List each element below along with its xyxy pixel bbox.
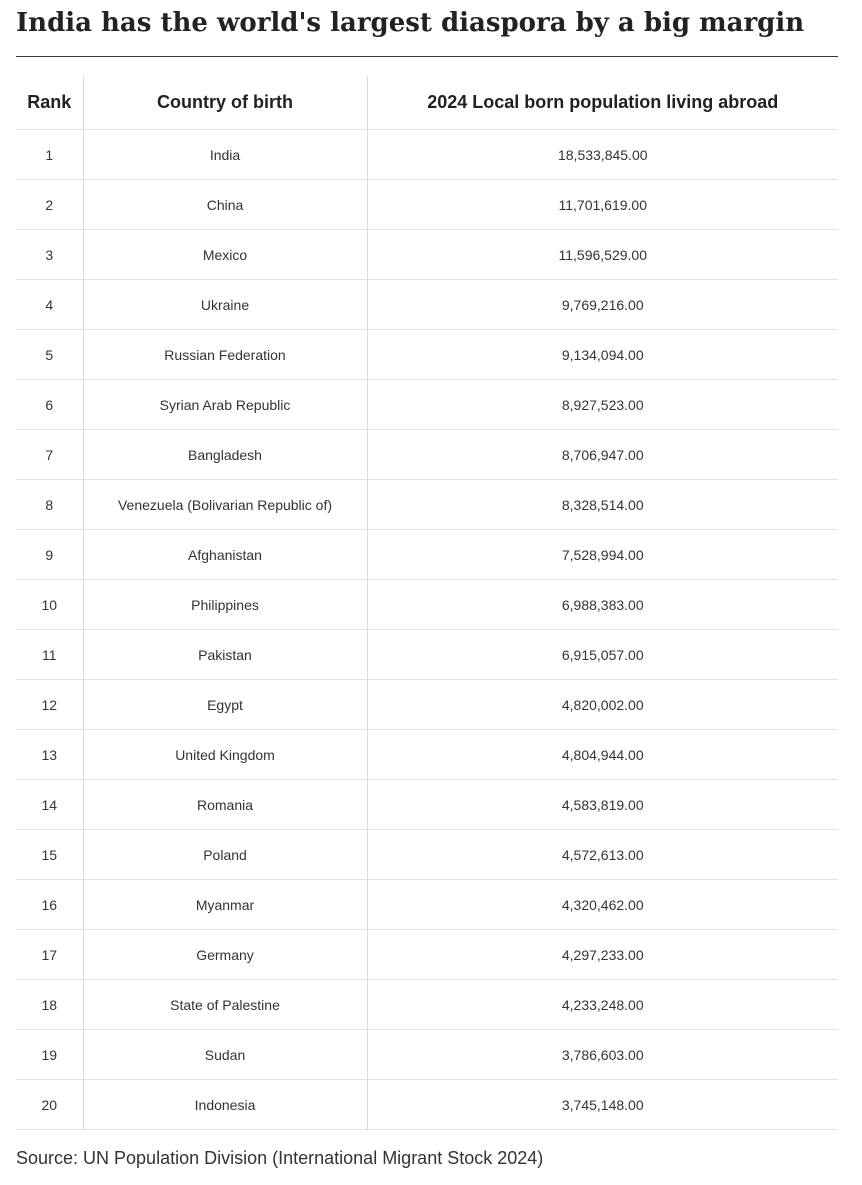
table-row [16,630,838,680]
population-cell: 6,915,057.00 [367,630,838,680]
country-cell: Ukraine [83,280,367,330]
rank-cell: 17 [16,930,83,980]
country-column-header: Country of birth [83,76,367,130]
population-cell: 11,596,529.00 [367,230,838,280]
rank-cell: 20 [16,1080,83,1130]
rank-cell: 5 [16,330,83,380]
country-cell: India [83,130,367,180]
country-cell: Indonesia [83,1080,367,1130]
population-cell: 11,701,619.00 [367,180,838,230]
population-cell: 9,769,216.00 [367,280,838,330]
rank-cell: 12 [16,680,83,730]
table-row [16,330,838,380]
rank-cell: 1 [16,130,83,180]
country-cell: Poland [83,830,367,880]
table-row [16,830,838,880]
country-cell: Afghanistan [83,530,367,580]
rank-cell: 13 [16,730,83,780]
table-row [16,930,838,980]
rank-cell: 14 [16,780,83,830]
country-cell: Philippines [83,580,367,630]
country-cell: Russian Federation [83,330,367,380]
table-row [16,780,838,830]
table-row [16,1030,838,1080]
rank-cell: 16 [16,880,83,930]
population-cell: 3,786,603.00 [367,1030,838,1080]
rank-cell: 7 [16,430,83,480]
population-cell: 4,297,233.00 [367,930,838,980]
population-cell: 8,927,523.00 [367,380,838,430]
rank-cell: 10 [16,580,83,630]
population-cell: 8,706,947.00 [367,430,838,480]
table-row [16,480,838,530]
country-cell: Myanmar [83,880,367,930]
population-cell: 7,528,994.00 [367,530,838,580]
header-row [16,76,838,130]
country-cell: United Kingdom [83,730,367,780]
table-row [16,980,838,1030]
table-body [16,130,838,1130]
table-row [16,230,838,280]
population-cell: 4,233,248.00 [367,980,838,1030]
rank-cell: 15 [16,830,83,880]
rank-cell: 9 [16,530,83,580]
rank-cell: 3 [16,230,83,280]
country-cell: Mexico [83,230,367,280]
table-row [16,880,838,930]
population-cell: 9,134,094.00 [367,330,838,380]
table-row [16,380,838,430]
country-cell: Syrian Arab Republic [83,380,367,430]
table-row [16,180,838,230]
population-cell: 4,804,944.00 [367,730,838,780]
population-cell: 4,583,819.00 [367,780,838,830]
table-row [16,130,838,180]
table-row [16,280,838,330]
population-cell: 4,820,002.00 [367,680,838,730]
rank-cell: 6 [16,380,83,430]
rank-cell: 11 [16,630,83,680]
population-column-header: 2024 Local born population living abroad [367,76,838,130]
table-row [16,680,838,730]
country-cell: Bangladesh [83,430,367,480]
rank-column-header: Rank [16,76,83,130]
population-cell: 3,745,148.00 [367,1080,838,1130]
population-cell: 4,320,462.00 [367,880,838,930]
population-cell: 6,988,383.00 [367,580,838,630]
table-header [16,76,838,130]
rank-cell: 2 [16,180,83,230]
country-cell: Egypt [83,680,367,730]
table-row [16,530,838,580]
population-cell: 18,533,845.00 [367,130,838,180]
table-row [16,730,838,780]
country-cell: Sudan [83,1030,367,1080]
table-row [16,1080,838,1130]
table-row [16,580,838,630]
source-note: Source: UN Population Division (International Migrant Stock 2024) [16,1148,544,1168]
country-cell: Pakistan [83,630,367,680]
table-row [16,430,838,480]
title-divider [16,56,838,57]
country-cell: Romania [83,780,367,830]
country-cell: China [83,180,367,230]
page-title: India has the world's largest diaspora by a big margin [16,8,805,38]
rank-cell: 18 [16,980,83,1030]
population-cell: 8,328,514.00 [367,480,838,530]
country-cell: Venezuela (Bolivarian Republic of) [83,480,367,530]
rank-cell: 4 [16,280,83,330]
population-cell: 4,572,613.00 [367,830,838,880]
country-cell: State of Palestine [83,980,367,1030]
country-cell: Germany [83,930,367,980]
rank-cell: 8 [16,480,83,530]
rank-cell: 19 [16,1030,83,1080]
diaspora-table [16,76,838,1130]
